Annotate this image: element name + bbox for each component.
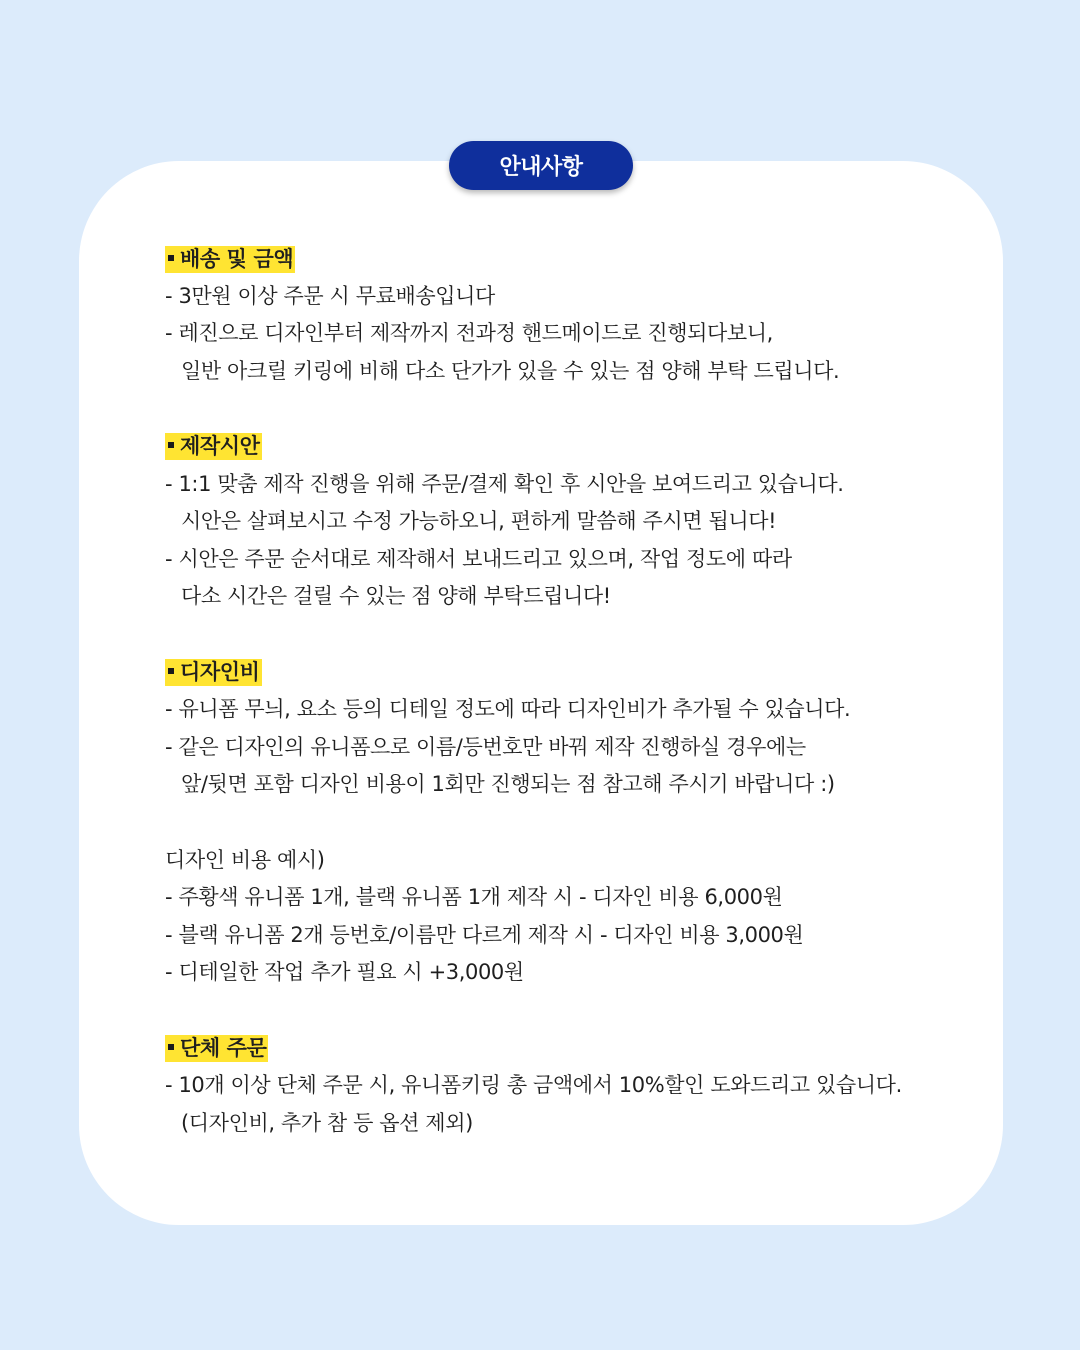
shipping-line-1: - 3만원 이상 주문 시 무료배송입니다 [165,283,495,308]
design-fee-example-title: 디자인 비용 예시) [165,847,325,872]
design-fee-example-1: - 주황색 유니폼 1개, 블랙 유니폼 1개 제작 시 - 디자인 비용 6,000원 [165,885,783,910]
draft-line-4: 다소 시간은 걸릴 수 있는 점 양해 부탁드립니다! [181,584,611,609]
group-line-1: - 10개 이상 단체 주문 시, 유니폼키링 총 금액에서 10%할인 도와드리고 있습니다. [165,1073,902,1098]
section-heading-design-fee [165,654,965,692]
heading-highlight: 단체 주문 [165,1035,268,1062]
notice-title-badge: 안내사항 [449,141,633,190]
design-fee-line-2: - 같은 디자인의 유니폼으로 이름/등번호만 바꿔 제작 진행하실 경우에는 [165,734,806,759]
square-bullet-icon [168,255,174,261]
section-heading-draft [165,428,965,466]
design-fee-example-2: - 블랙 유니폼 2개 등번호/이름만 다르게 제작 시 - 디자인 비용 3,000원 [165,922,804,947]
square-bullet-icon [168,1044,174,1050]
design-fee-line-1: - 유니폼 무늬, 요소 등의 디테일 정도에 따라 디자인비가 추가될 수 있습니다. [165,697,851,722]
heading-highlight: 제작시안 [165,433,262,460]
heading-highlight: 배송 및 금액 [165,246,295,273]
design-fee-example-3: - 디테일한 작업 추가 필요 시 +3,000원 [165,960,524,985]
shipping-line-3: 일반 아크릴 키링에 비해 다소 단가가 있을 수 있는 점 양해 부탁 드립니다. [181,358,840,383]
draft-line-2: 시안은 살펴보시고 수정 가능하오니, 편하게 말씀해 주시면 됩니다! [181,509,777,534]
shipping-line-2: - 레진으로 디자인부터 제작까지 전과정 핸드메이드로 진행되다보니, [165,321,773,346]
notice-content [165,240,965,1142]
section-heading-shipping [165,240,965,278]
draft-line-1: - 1:1 맞춤 제작 진행을 위해 주문/결제 확인 후 시안을 보여드리고 있습니다. [165,471,844,496]
heading-highlight: 디자인비 [165,659,262,686]
square-bullet-icon [168,442,174,448]
section-heading-group [165,1029,965,1067]
group-line-2: (디자인비, 추가 참 등 옵션 제외) [181,1110,473,1135]
draft-line-3: - 시안은 주문 순서대로 제작해서 보내드리고 있으며, 작업 정도에 따라 [165,546,792,571]
square-bullet-icon [168,668,174,674]
design-fee-line-3: 앞/뒷면 포함 디자인 비용이 1회만 진행되는 점 참고해 주시기 바랍니다 :) [181,772,835,797]
